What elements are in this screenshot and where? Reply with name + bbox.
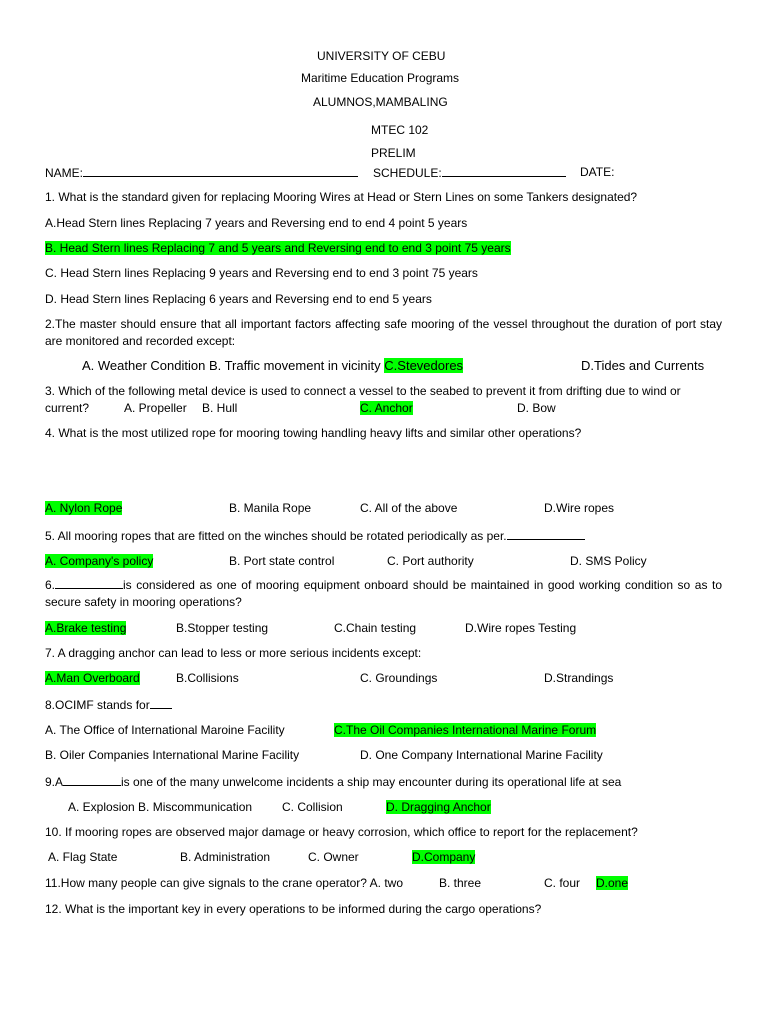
q3-option-d: D. Bow [517, 401, 556, 415]
q1-answer-highlight: B. Head Stern lines Replacing 7 and 5 years and Reversing end to end 3 point 75 years [45, 241, 511, 255]
q2-option-d: D.Tides and Currents [581, 358, 705, 373]
q11-option-d [596, 876, 628, 890]
schedule-field [373, 165, 566, 180]
question-9-number: 9.A [45, 775, 64, 789]
q5-option-c: C. Port authority [387, 554, 474, 568]
university-title: UNIVERSITY OF CEBU [317, 49, 446, 63]
question-10: 10. If mooring ropes are observed major damage or heavy corrosion, which office to report for the replacement? [45, 825, 638, 839]
q6-option-c: C.Chain testing [334, 621, 417, 635]
q9-option-c: C. Collision [282, 800, 343, 814]
q7-option-d: D.Strandings [544, 671, 614, 685]
q10-option-c: C. Owner [308, 850, 359, 864]
q3-answer-highlight: C. Anchor [360, 401, 413, 415]
question-7: 7. A dragging anchor can lead to less or more serious incidents except: [45, 646, 422, 660]
question-11: 11.How many people can give signals to the crane operator? A. two [45, 876, 403, 890]
question-6-number: 6. [45, 578, 56, 592]
q8-option-c [334, 723, 596, 737]
name-field [45, 165, 358, 180]
q5-blank [507, 528, 585, 540]
q11-option-b: B. three [439, 876, 482, 890]
q6-option-a [45, 621, 126, 635]
program-title: Maritime Education Programs [301, 71, 460, 85]
q8-answer-highlight: C.The Oil Companies International Marine Forum [334, 723, 597, 737]
q1-option-d: D. Head Stern lines Replacing 6 years and Reversing end to end 5 years [45, 292, 432, 306]
q7-option-c: C. Groundings [360, 671, 438, 685]
course-code: MTEC 102 [371, 123, 429, 137]
q5-answer-highlight: A. Company's policy [45, 554, 154, 568]
q1-option-a: A.Head Stern lines Replacing 7 years and Reversing end to end 4 point 5 years [45, 216, 468, 230]
q9-answer-highlight: D. Dragging Anchor [386, 800, 491, 814]
q9-option-d [386, 800, 491, 814]
q4-option-b: B. Manila Rope [229, 501, 312, 515]
q6-option-b: B.Stopper testing [176, 621, 269, 635]
q6-option-d: D.Wire ropes Testing [465, 621, 577, 635]
q11-option-c: C. four [544, 876, 581, 890]
q8-option-b: B. Oiler Companies International Marine Facility [45, 748, 300, 762]
question-2: 2.The master should ensure that all important factors affecting safe mooring of the vessel throughout the duration of port stay are monitored and recorded except: [45, 317, 722, 348]
question-8 [45, 697, 172, 712]
q2-options-ab [82, 359, 463, 373]
question-6 [45, 577, 722, 611]
q10-option-b: B. Administration [180, 850, 271, 864]
question-12: 12. What is the important key in every operations to be informed during the cargo operations? [45, 902, 542, 916]
q10-option-a: A. Flag State [48, 850, 118, 864]
campus-title: ALUMNOS,MAMBALING [313, 95, 448, 109]
q9-options-ab: A. Explosion B. Miscommunication [68, 800, 253, 814]
q2-answer-highlight: C.Stevedores [384, 358, 464, 373]
q5-option-a [45, 554, 153, 568]
q7-answer-highlight: A.Man Overboard [45, 671, 140, 685]
schedule-label: SCHEDULE: [373, 166, 442, 180]
q1-option-c: C. Head Stern lines Replacing 9 years and Reversing end to end 3 point 75 years [45, 266, 478, 280]
question-1: 1. What is the standard given for replacing Mooring Wires at Head or Stern Lines on some Tankers designated? [45, 190, 638, 204]
question-3: 3. Which of the following metal device is used to connect a vessel to the seabed to prevent it from drifting due to wind or [45, 384, 681, 398]
q7-option-a [45, 671, 140, 685]
q4-option-a [45, 501, 122, 515]
question-9-text: is one of the many unwelcome incidents a ship may encounter during its operational life at sea [121, 775, 622, 789]
question-5-text: 5. All mooring ropes that are fitted on the winches should be rotated periodically as per. [45, 529, 507, 543]
q8-option-a: A. The Office of International Maroine Facility [45, 723, 285, 737]
q2-options-ab-text: A. Weather Condition B. Traffic movement in vicinity [82, 358, 381, 373]
q10-answer-highlight: D.Company [412, 850, 476, 864]
q3-option-b: B. Hull [202, 401, 238, 415]
name-blank [83, 165, 358, 177]
q4-option-d: D.Wire ropes [544, 501, 615, 515]
q1-option-b [45, 241, 511, 255]
q11-answer-highlight: D.one [596, 876, 629, 890]
question-8-text: 8.OCIMF stands for [45, 698, 150, 712]
question-6-text: is considered as one of mooring equipment onboard should be maintained in good working condition so as to secure safety in mooring operations? [45, 578, 722, 609]
question-9 [45, 774, 621, 789]
q10-option-d [412, 850, 475, 864]
exam-type: PRELIM [371, 146, 416, 160]
q3-option-a: A. Propeller [124, 401, 187, 415]
question-4: 4. What is the most utilized rope for mooring towing handling heavy lifts and similar other operations? [45, 426, 582, 440]
q3-option-c [360, 401, 413, 415]
q7-option-b: B.Collisions [176, 671, 239, 685]
schedule-blank [442, 165, 566, 177]
name-label: NAME: [45, 166, 84, 180]
date-label: DATE: [580, 165, 615, 179]
q8-blank [150, 697, 172, 709]
q6-blank [55, 577, 123, 589]
question-5 [45, 528, 585, 543]
q5-option-d: D. SMS Policy [570, 554, 647, 568]
q6-answer-highlight: A.Brake testing [45, 621, 127, 635]
q4-answer-highlight: A. Nylon Rope [45, 501, 123, 515]
q9-blank [63, 774, 121, 786]
q8-option-d: D. One Company International Marine Facility [360, 748, 603, 762]
question-3-cont: current? [45, 401, 90, 415]
q4-option-c: C. All of the above [360, 501, 458, 515]
q5-option-b: B. Port state control [229, 554, 335, 568]
